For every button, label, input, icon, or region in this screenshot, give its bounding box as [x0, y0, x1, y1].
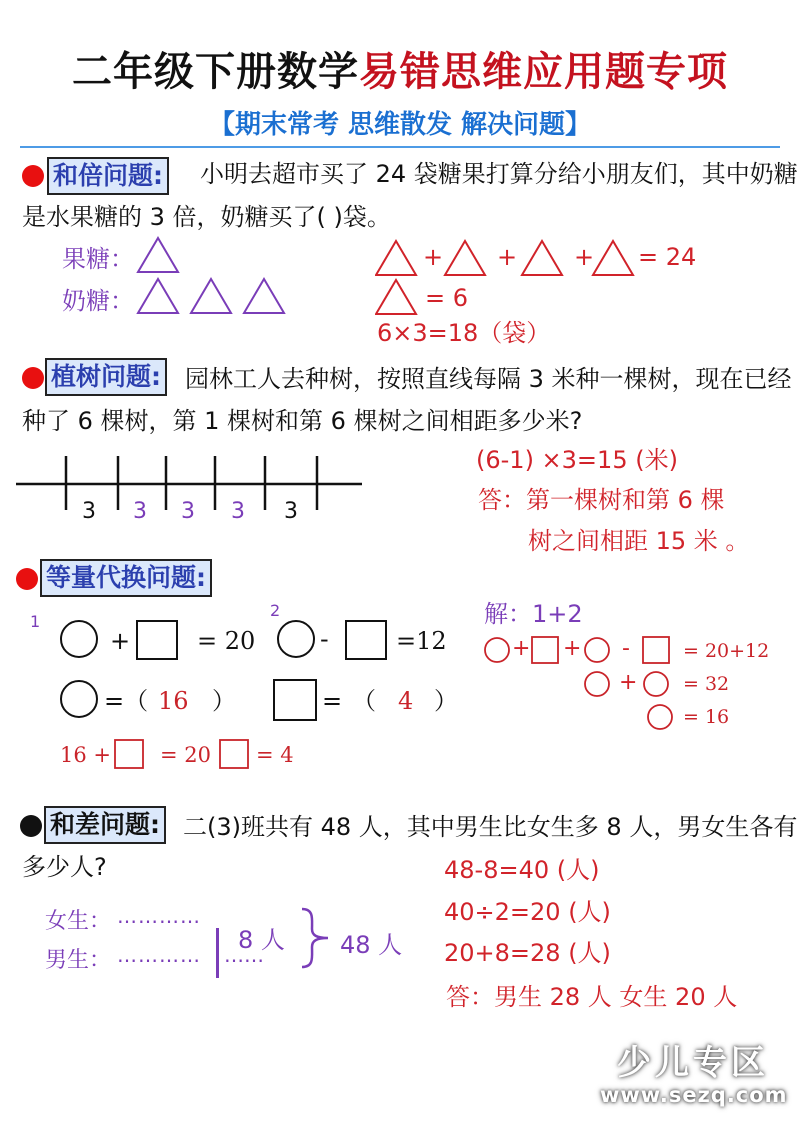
solution-value: = 16 [683, 706, 730, 728]
square-icon [344, 619, 390, 663]
boy-label: 男生： [45, 948, 112, 973]
circle-icon [275, 618, 319, 662]
boy-extra-dots: …… [224, 943, 264, 967]
segment-label: 3 [133, 499, 147, 524]
plus-sign: + [512, 636, 531, 661]
plus-sign: + [497, 243, 518, 271]
divider-mark [216, 928, 219, 978]
difference-label: 8 人 [238, 926, 285, 954]
triangles-icon [135, 276, 295, 316]
title-divider [20, 146, 780, 148]
red-circle-icon [645, 703, 679, 733]
bullet-dot-icon [22, 367, 44, 389]
solution-value: = 32 [683, 673, 730, 695]
equation-number: 1 [30, 612, 41, 631]
minus-sign: - [622, 636, 630, 661]
plus-sign: + [110, 627, 131, 655]
problem-text-line1: 小明去超市买了 24 袋糖果打算分给小朋友们，其中奶糖 [200, 160, 798, 188]
equation-number: 2 [270, 601, 281, 620]
problem-text-line2: 种了 6 棵树，第 1 棵树和第 6 棵树之间相距多少米? [22, 407, 583, 435]
answer-calc: (6-1) ×3=15 (米) [476, 446, 678, 474]
watermark-url: www.sezq.com [600, 1083, 788, 1107]
equation-result: =12 [396, 627, 447, 655]
equation-sum: = 24 [638, 243, 697, 271]
calc-left-a: 16 + [60, 743, 111, 767]
page-title [0, 40, 800, 97]
bullet-dot-icon [20, 815, 42, 837]
problem-text-line1: 二(3)班共有 48 人，其中男生比女生多 8 人，男女生各有 [183, 813, 798, 841]
solution-value: = 20+12 [683, 640, 770, 662]
square-answer: 4 [398, 687, 414, 715]
section-tag-hebei: 和倍问题: [47, 157, 169, 195]
section-tag-hecha: 和差问题: [44, 806, 166, 844]
red-square-icon [530, 635, 562, 667]
milk-candy-label: 奶糖： [62, 287, 134, 315]
equation-unit: = 6 [425, 284, 469, 312]
segment-label: 3 [181, 499, 195, 524]
circle-icon [58, 618, 102, 662]
fruit-candy-label: 果糖： [62, 245, 134, 273]
answer-calc: 40÷2=20 (人) [444, 898, 611, 926]
solution-title: 解：1+2 [484, 600, 583, 628]
red-square-icon [218, 738, 252, 772]
plus-sign: + [423, 243, 444, 271]
red-triangle-icon [375, 277, 421, 319]
bullet-dot-icon [22, 165, 44, 187]
page-subtitle: 【期末常考 思维散发 解决问题】 [208, 110, 592, 140]
plus-sign: + [619, 670, 638, 695]
red-circle-icon [582, 636, 616, 666]
circle-answer: 16 [158, 687, 189, 715]
bullet-dot-icon [16, 568, 38, 590]
answer-calc: 20+8=28 (人) [444, 939, 611, 967]
answer-line2: 树之间相距 15 米 。 [528, 527, 750, 555]
red-square-icon [641, 635, 673, 667]
minus-sign: - [320, 625, 329, 653]
answer-calc: 48-8=40 (人) [444, 856, 600, 884]
red-circle-icon [641, 670, 675, 700]
square-icon [272, 678, 320, 724]
circle-icon [58, 678, 102, 722]
answer-line1: 答：第一棵树和第 6 棵 [478, 486, 725, 514]
calc-left-b: = 20 [160, 743, 211, 767]
close-paren: ） [212, 687, 236, 715]
square-equals: = [322, 687, 343, 715]
plus-sign: + [574, 243, 595, 271]
title-black: 二年级下册数学 [72, 49, 359, 95]
problem-text-line1: 园林工人去种树，按照直线每隔 3 米种一棵树，现在已经 [185, 365, 792, 393]
calc-left-c: = 4 [256, 743, 294, 767]
watermark-logo: 少儿专区 [617, 1043, 769, 1083]
open-paren: （ [352, 687, 376, 715]
segment-label: 3 [231, 499, 245, 524]
equation-result: = 20 [197, 627, 256, 655]
segment-label: 3 [284, 499, 298, 524]
red-circle-icon [582, 670, 616, 700]
answer-final: 答：男生 28 人 女生 20 人 [446, 983, 738, 1011]
red-circle-icon [482, 636, 516, 666]
girl-dots: ………… [117, 904, 201, 928]
triangle-icon [135, 235, 181, 275]
section-tag-dengliang: 等量代换问题: [40, 559, 212, 597]
section-tag-zhishu: 植树问题: [45, 358, 167, 396]
answer-calc: 6×3=18（袋） [377, 319, 551, 347]
segment-label: 3 [82, 499, 96, 524]
title-red: 易错思维应用题专项 [359, 49, 728, 95]
brace-icon [298, 905, 334, 971]
plus-sign: + [563, 636, 582, 661]
square-icon [135, 619, 181, 663]
red-square-icon [113, 738, 147, 772]
circle-equals: =（ [104, 687, 149, 715]
problem-text-line2: 是水果糖的 3 倍，奶糖买了( )袋。 [22, 203, 391, 231]
total-label: 48 人 [340, 931, 403, 959]
boy-dots: ………… [117, 943, 201, 967]
problem-text-line2: 多少人? [22, 853, 107, 881]
girl-label: 女生： [45, 909, 112, 934]
close-paren: ） [434, 687, 458, 715]
